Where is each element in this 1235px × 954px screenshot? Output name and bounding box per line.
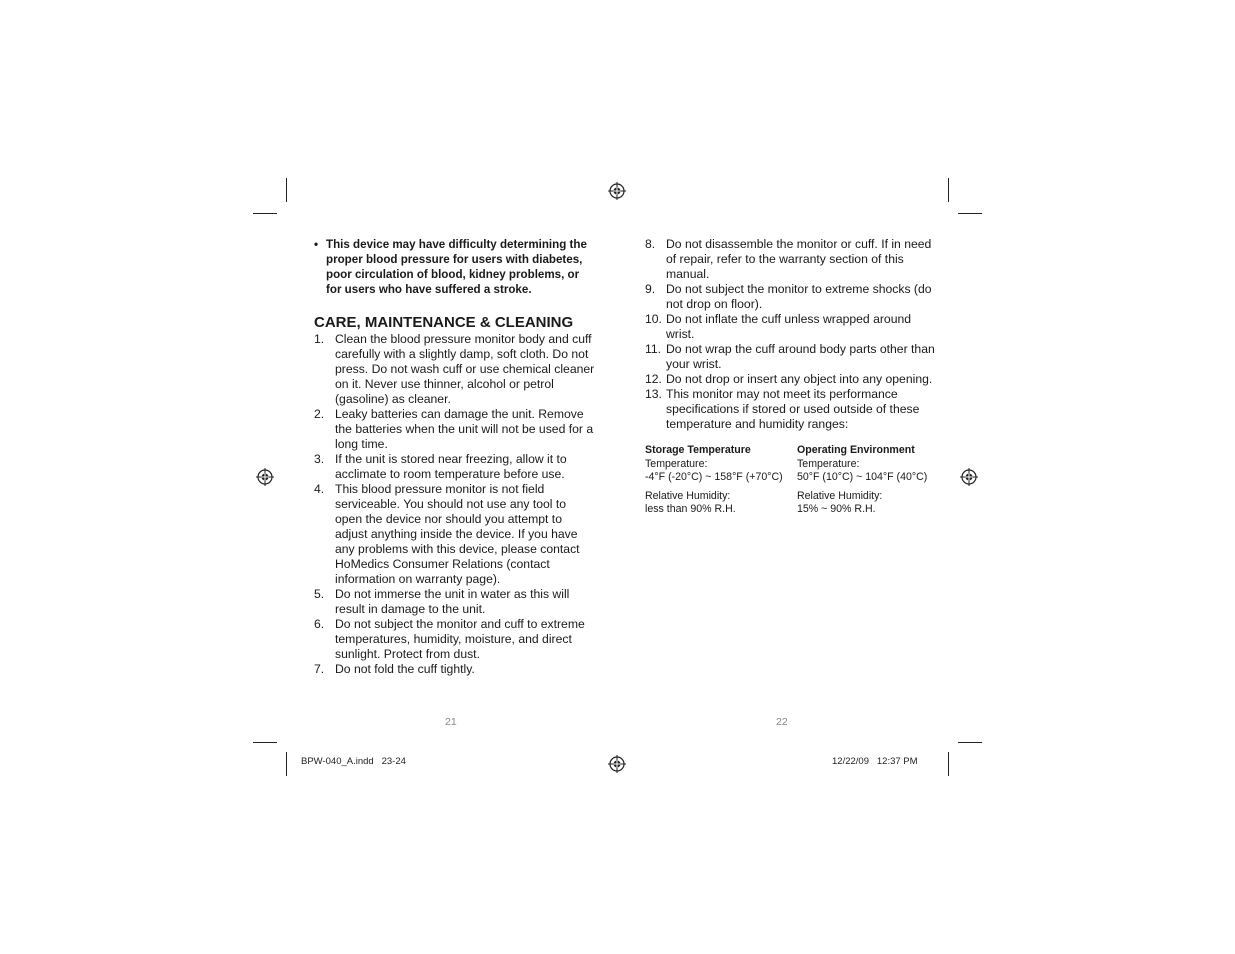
item-text: Do not disassemble the monitor or cuff. If in need of repair, refer to the warranty section of this manual.	[666, 237, 932, 281]
care-list-continued	[645, 237, 937, 432]
crop-mark	[948, 752, 949, 776]
item-number: 4.	[314, 482, 325, 496]
crop-mark	[286, 752, 287, 776]
item-number: 6.	[314, 617, 325, 631]
item-number: 3.	[314, 452, 325, 466]
list-item	[645, 282, 937, 312]
page-number-right: 22	[776, 716, 788, 728]
item-number: 11.	[645, 342, 662, 356]
registration-target-icon	[608, 755, 626, 773]
item-text: Do not inflate the cuff unless wrapped around wrist.	[666, 312, 912, 341]
environment-specs	[645, 444, 937, 517]
item-text: Clean the blood pressure monitor body and cuff carefully with a slightly damp, soft cloth. Do not press. Do not wash cuff or use chemical cleaner on it. Never use thinner, alcohol or petrol (gasoline) as cleaner.	[335, 332, 595, 406]
storage-humidity-label: Relative Humidity:	[645, 489, 731, 502]
operating-humidity-label: Relative Humidity:	[797, 489, 883, 502]
item-number: 10.	[645, 312, 662, 326]
crop-mark	[958, 213, 982, 214]
slug-datetime: 12/22/09 12:37 PM	[832, 756, 918, 767]
list-item	[314, 452, 596, 482]
care-list	[314, 332, 596, 677]
operating-spec	[797, 444, 937, 517]
registration-target-icon	[608, 182, 626, 200]
crop-mark	[253, 213, 277, 214]
operating-humidity-value: 15% ~ 90% R.H.	[797, 503, 876, 515]
list-item	[314, 617, 596, 662]
page-number-left: 21	[445, 716, 457, 728]
item-text: Do not immerse the unit in water as this will result in damage to the unit.	[335, 587, 570, 616]
operating-heading: Operating Environment	[797, 444, 915, 456]
item-text: This monitor may not meet its performance specifications if stored or used outside of these temperature and humidity ranges:	[666, 387, 920, 431]
list-item	[645, 312, 937, 342]
storage-temp-value: -4°F (-20°C) ~ 158°F (+70°C)	[645, 471, 783, 483]
item-number: 7.	[314, 662, 325, 676]
list-item	[645, 342, 937, 372]
crop-mark	[958, 742, 982, 743]
operating-temp-label: Temperature:	[797, 457, 860, 470]
storage-humidity-value: less than 90% R.H.	[645, 503, 736, 515]
list-item	[314, 482, 596, 587]
list-item	[314, 587, 596, 617]
storage-spec	[645, 444, 797, 517]
list-item	[645, 387, 937, 432]
list-item	[645, 237, 937, 282]
storage-heading: Storage Temperature	[645, 444, 751, 456]
list-item	[314, 407, 596, 452]
slug-filename: BPW-040_A.indd 23-24	[301, 756, 406, 767]
warning-bullet	[314, 237, 596, 297]
bullet-marker: •	[314, 238, 319, 251]
item-number: 8.	[645, 237, 656, 251]
item-text: Do not drop or insert any object into any opening.	[666, 372, 933, 386]
item-number: 1.	[314, 332, 325, 346]
item-text: Leaky batteries can damage the unit. Remove the batteries when the unit will not be used for a long time.	[335, 407, 594, 451]
item-number: 12.	[645, 372, 662, 386]
crop-mark	[253, 742, 277, 743]
left-page-column	[314, 237, 596, 677]
list-item	[314, 332, 596, 407]
storage-temp-label: Temperature:	[645, 457, 708, 470]
list-item	[645, 372, 937, 387]
crop-mark	[286, 178, 287, 202]
registration-target-icon	[960, 468, 978, 486]
item-number: 9.	[645, 282, 656, 296]
warning-text: This device may have difficulty determining the proper blood pressure for users with diabetes, poor circulation of blood, kidney problems, or for users who have suffered a stroke.	[326, 238, 587, 296]
right-page-column	[645, 237, 937, 517]
crop-mark	[948, 178, 949, 202]
item-text: Do not subject the monitor to extreme shocks (do not drop on floor).	[666, 282, 932, 311]
item-text: Do not wrap the cuff around body parts other than your wrist.	[666, 342, 935, 371]
item-text: Do not subject the monitor and cuff to extreme temperatures, humidity, moisture, and direct sunlight. Protect from dust.	[335, 617, 585, 661]
item-text: If the unit is stored near freezing, allow it to acclimate to room temperature before use.	[335, 452, 567, 481]
item-text: This blood pressure monitor is not field serviceable. You should not use any tool to open the device nor should you attempt to adjust anything inside the device. If you have any problems with this device, please contact HoMedics Consumer Relations (contact information on warranty page).	[335, 482, 580, 586]
item-text: Do not fold the cuff tightly.	[335, 662, 475, 676]
item-number: 2.	[314, 407, 325, 421]
item-number: 5.	[314, 587, 325, 601]
item-number: 13.	[645, 387, 662, 401]
section-heading: CARE, MAINTENANCE & CLEANING	[314, 314, 574, 331]
registration-target-icon	[256, 468, 274, 486]
list-item	[314, 662, 596, 677]
operating-temp-value: 50°F (10°C) ~ 104°F (40°C)	[797, 471, 928, 483]
